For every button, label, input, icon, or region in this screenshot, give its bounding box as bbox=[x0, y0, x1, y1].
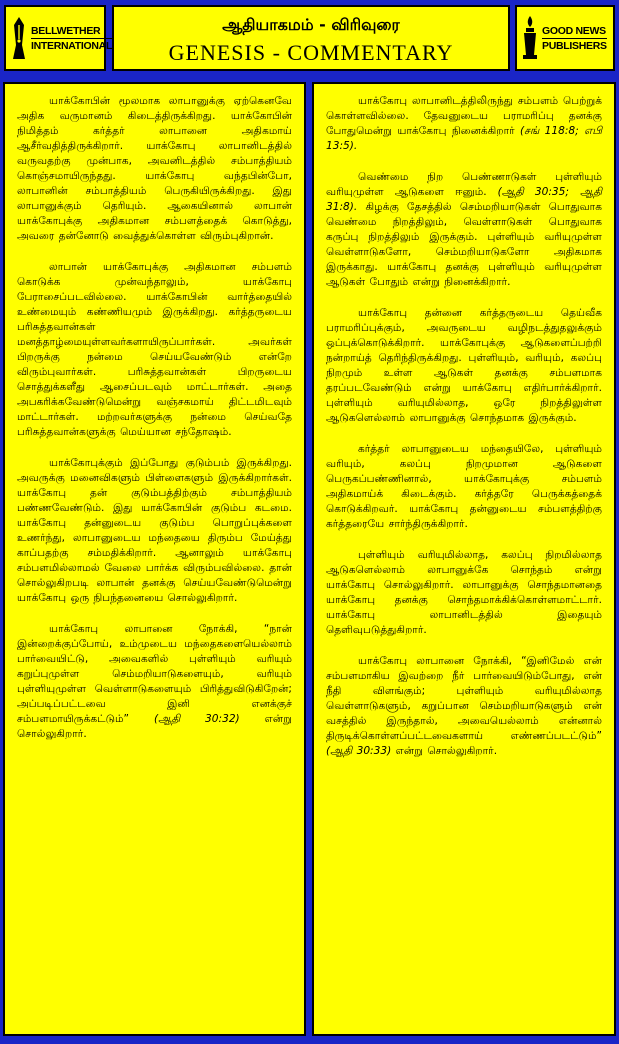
left-paragraph-2: லாபான் யாக்கோபுக்கு அதிகமான சம்பளம் கொடுக்க முன்வந்தாலும், யாக்கோபு பேராசைப்படவில்லை. யாக்கோபின் வார்த்தையில் உண்மையும் கண்ணியமும் இருக்கிறது. கர்த்தருடைய பரிசுத்தவான்கள் மனத்தாழ்மையுள்ளவர்களாயிருப்பார்கள். அவர்கள் பிறருக்கு நன்மை செய்யவேண்டும் என்றே விரும்புவார்கள். பரிசுத்தவான்கள் பிறருடைய சொத்துக்களீது ஆசைப்படவும் மாட்டார்கள். அதை அபகரிக்கவேண்டுமென்று வஞ்சகமாய் திட்டமிடவும் மாட்டார்கள். மற்றவர்களுக்கு நன்மை செய்வதே பரிசுத்தவான்களுக்கு மெய்யான சந்தோஷம். bbox=[17, 261, 292, 438]
pen-nib-icon bbox=[10, 15, 28, 61]
quote-ending: என்று சொல்லுகிறார். bbox=[17, 713, 292, 740]
paragraph-text: யாக்கோபு லாபானிடத்திலிருந்து சம்பளம் பெற்றுக் கொள்ளவில்லை. தேவனுடைய பராமரிப்பு தனக்கு போதுமென்று யாக்கோபு நினைக்கிறார் bbox=[326, 95, 602, 137]
title-block bbox=[112, 5, 510, 71]
scripture-reference: (ஆதி 30:32) bbox=[153, 713, 240, 725]
left-column bbox=[3, 82, 306, 1036]
paragraph-text-continued: கிழக்கு தேசத்தில் செம்மறியாடுகள் பொதுவாக வெண்மை நிறத்திலும், வெள்ளாடுகள் பொதுவாக கருப்பு நிறத்திலும் இருக்கும். புள்ளியும் வரியுமுள்ள வெள்ளாடுகளோ, செம்மறியாடுகளோ அதிகமாக இருக்காது. யாக்கோபு தனக்கு புள்ளியும் வரியுமுள்ள ஆடுகள் போதும் என்று நினைக்கிறார். bbox=[326, 201, 602, 288]
right-paragraph-6 bbox=[326, 654, 602, 759]
right-column bbox=[312, 82, 616, 1036]
right-paragraph-5: புள்ளியும் வரியுமில்லாத, கலப்பு நிறமில்லாத ஆடுகளெல்லாம் லாபானுக்கே சொந்தம் என்று யாக்கோபு சொல்லுகிறார். லாபானுக்கு சொந்தமானதை யாக்கோபு தனக்கு சொந்தமாக்கிக்கொள்ளமாட்டார். யாக்கோபு லாபானிடத்தில் இதையும் தெளிவுபடுத்துகிறார். bbox=[326, 549, 602, 636]
page-title-tamil: ஆதியாகமம் - விரிவுரை bbox=[222, 15, 400, 34]
logo-left-line1: BELLWETHER bbox=[31, 25, 112, 39]
quote-text: யாக்கோபு லாபானை நோக்கி, “நான் இன்றைக்குப்போய், உம்முடைய மந்தைகளையெல்லாம் பார்வையிட்டு, அவைகளில் புள்ளியும் வரியும் கறுப்புமுள்ள செம்மறியாடுகளையும், வரியும் புள்ளியுமுள்ள வெள்ளாடுகளையும் பிரித்துவிடுகிறேன்; அப்படிப்பட்டவை இனி எனக்குச் சம்பளமாயிருக்கட்டும்” bbox=[17, 623, 292, 725]
right-paragraph-1 bbox=[326, 94, 602, 154]
logo-right-line2: PUBLISHERS bbox=[542, 39, 607, 52]
left-paragraph-1: யாக்கோபின் மூலமாக லாபானுக்கு ஏற்கெனவே அதிக வருமானம் கிடைத்திருக்கிறது. யாக்கோபின் நிமித்தம் கர்த்தர் லாபானை அதிகமாய் ஆசீர்வதித்திருக்கிறார். யாக்கோபு லாபானிடத்தில் வருவதற்கு முன்பாக, அவனிடத்தில் சம்பாத்தியம் கொஞ்சமாயிருந்தது. யாக்கோபு வந்தபின்போ, லாபானின் சம்பாத்தியம் பெருகியிருக்கிறது. இது லாபானுக்கும் தெரியும். ஆகையினால் லாபான் யாக்கோபுக்கு அதிகமான சம்பளத்தைக் கொடுத்து, அவரை தன்னோடு வைத்துக்கொள்ள விரும்புகிறான். bbox=[17, 95, 292, 242]
logo-right-line1: GOOD NEWS bbox=[542, 24, 606, 37]
left-paragraph-4 bbox=[17, 622, 292, 742]
paragraph-text: வெண்மை நிற பெண்ணாடுகள் புள்ளியும் வரியுமுள்ள ஆடுகளை ஈனும். bbox=[326, 171, 602, 198]
page-title-english: GENESIS - COMMENTARY bbox=[168, 40, 454, 65]
right-paragraph-4: கர்த்தர் லாபானுடைய மந்தையிலே, புள்ளியும் வரியும், கலப்பு நிறமுமான ஆடுகளை பெருகப்பண்ணினால், யாக்கோபுக்கு சம்பளம் அதிகமாய்க் கிடைக்கும். கர்த்தரே பெருக்கத்தைக் கொடுக்கிறவர். யாக்கோபு தன்னுடைய சம்பளத்திற்கு கர்த்தரையே சார்ந்திருக்கிறார். bbox=[326, 443, 602, 530]
lamp-icon bbox=[521, 15, 539, 61]
quote-text: யாக்கோபு லாபானை நோக்கி, “இனிமேல் என் சம்பளமாகிய இவற்றை நீர் பார்வையிடும்போது, என் நீதி விளங்கும்; புள்ளியும் வரியுமில்லாத வெள்ளாடுகளும், கறுப்பான செம்மறியாடுகளும் என் வசத்தில் இருந்தால், அவையெல்லாம் என்னால் திருடிக்கொள்ளப்பட்டவைகளாய் எண்ணப்படட்டும்” bbox=[326, 655, 602, 742]
scripture-reference: (ஆதி 30:35; ஆதி 31:8). bbox=[326, 186, 603, 213]
bellwether-logo bbox=[4, 5, 113, 71]
right-paragraph-3: யாக்கோபு தன்னை கர்த்தருடைய தெய்வீக பராமரிப்புக்கும், அவருடைய வழிநடத்துதலுக்கும் ஒப்புக்கொடுக்கிறார். யாக்கோபுக்கு ஆடுகளைப்பற்றி நன்றாய்த் தெரிந்திருக்கிறது. புள்ளியும், வரியும், கலப்பு நிறமும் உள்ள ஆடுகள் தனக்கு சம்பளமாக தரப்படவேண்டும் என்று யாக்கோபு எதிர்பார்க்கிறார். புள்ளியும் வரியுமில்லாத, ஒரே நிறத்திலுள்ள ஆடுகளெல்லாம் லாபானுக்கு சொந்தமாக இருக்கும். bbox=[326, 307, 602, 424]
scripture-reference: (ஆதி 30:33) bbox=[326, 745, 392, 757]
goodnews-logo bbox=[515, 5, 615, 71]
page-header bbox=[2, 2, 617, 76]
scripture-reference: (சங் 118:8; எபி 13:5). bbox=[326, 125, 602, 152]
right-paragraph-2 bbox=[326, 170, 602, 290]
quote-ending: என்று சொல்லுகிறார். bbox=[395, 745, 498, 757]
left-paragraph-3: யாக்கோபுக்கும் இப்போது குடும்பம் இருக்கிறது. அவருக்கு மனைவிகளும் பிள்ளைகளும் இருக்கிறார்கள். யாக்கோபு தன் குடும்பத்திற்கும் சம்பாத்தியம் பண்ணவேண்டும். இது யாக்கோபின் குடும்ப கடமை. யாக்கோபு தன்னுடைய குடும்ப பொறுப்புக்களை உணர்ந்து, லாபானுடைய மந்தையை திரும்ப மேய்த்து காப்பதற்கு சம்மதிக்கிறார். ஆனாலும் யாக்கோபு சம்பளமில்லாமல் வேலை பார்க்க விரும்பவில்லை. தான் சொல்லுகிறபடி லாபான் தனக்கு செய்யவேண்டுமென்று யாக்கோபு ஒரு நிபந்தனையை சொல்லுகிறார். bbox=[17, 457, 292, 604]
logo-left-line2: INTERNATIONAL bbox=[31, 39, 113, 52]
